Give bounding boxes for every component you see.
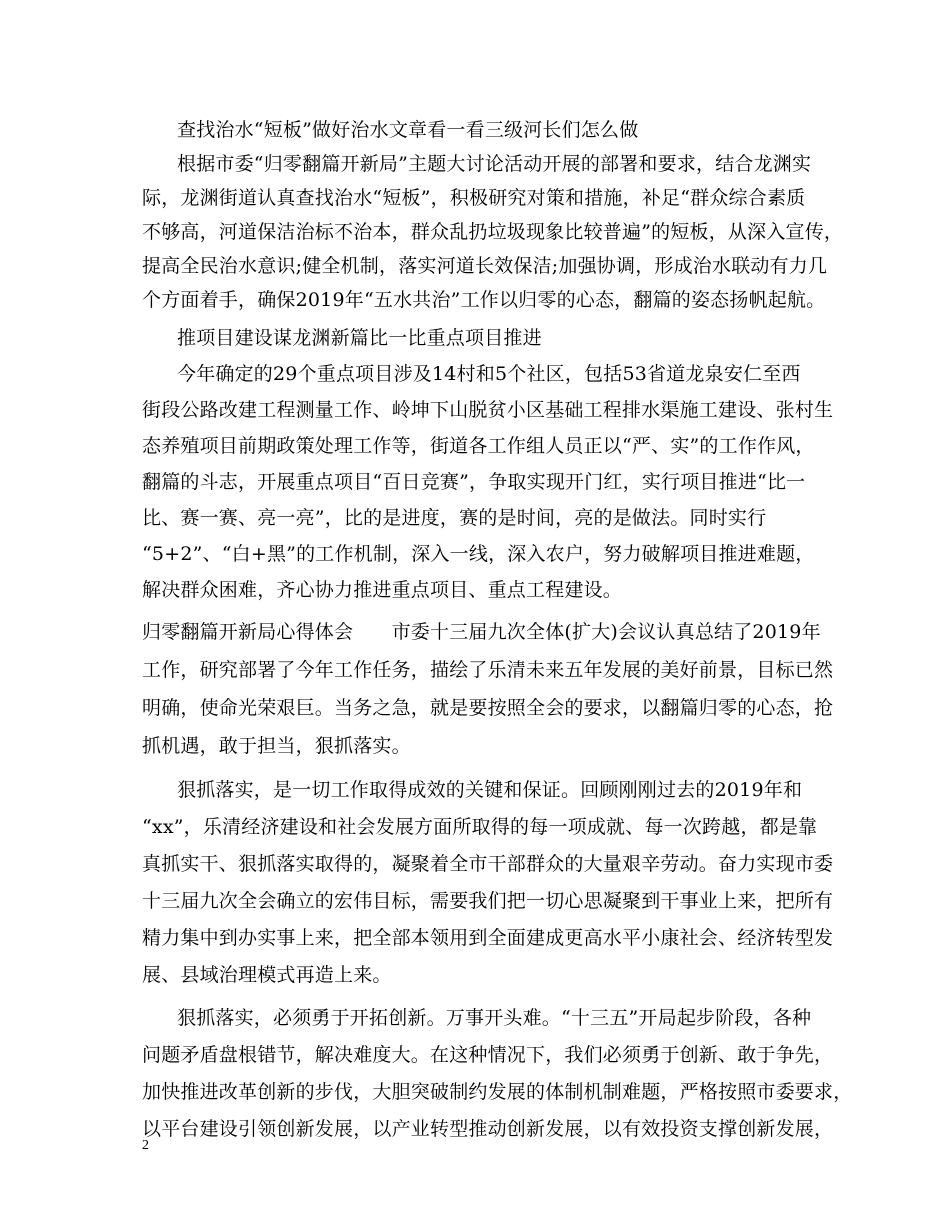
text-line: 查找治水“短板”做好治水文章看一看三级河长们怎么做: [177, 119, 639, 141]
text-line: 加快推进改革创新的步伐，大胆突破制约发展的体制机制难题，严格按照市委要求，: [142, 1081, 853, 1103]
text-line: 问题矛盾盘根错节，解决难度大。在这种情况下，我们必须勇于创新、敢于争先，: [142, 1044, 834, 1066]
text-line: 真抓实干、狠抓落实取得的，凝聚着全市干部群众的大量艰辛劳动。奋力实现市委: [142, 853, 834, 875]
text-line: 抓机遇，敢于担当，狠抓落实。: [142, 735, 411, 757]
text-line: 个方面着手，确保2019年“五水共治”工作以归零的心态，翻篇的姿态扬帆起航。: [142, 289, 826, 311]
text-line: 不够高，河道保洁治标不治本，群众乱扔垃圾现象比较普遍”的短板，从深入宣传，: [142, 221, 844, 243]
text-line: 十三届九次全会确立的宏伟目标，需要我们把一切心思凝聚到干事业上来，把所有: [142, 890, 834, 912]
text-line: 解决群众困难，齐心协力推进重点项目、重点工程建设。: [142, 579, 623, 601]
text-line: 精力集中到办实事上来，把全部本领用到全面建成更高水平小康社会、经济转型发: [142, 927, 834, 949]
text-line: 工作，研究部署了今年工作任务，描绘了乐清未来五年发展的美好前景，目标已然: [142, 659, 834, 681]
text-line: 推项目建设谋龙渊新篇比一比重点项目推进: [177, 327, 542, 349]
text-line: 归零翻篇开新局心得体会 市委十三届九次全体(扩大)会议认真总结了2019年: [142, 621, 821, 643]
text-line: 比、赛一赛、亮一亮”，比的是进度，赛的是时间，亮的是做法。同时实行: [142, 507, 767, 529]
text-line: 翻篇的斗志，开展重点项目“百日竞赛”，争取实现开门红，实行项目推进“比一: [142, 471, 806, 493]
page-number: 2: [142, 1138, 149, 1153]
text-line: 态养殖项目前期政策处理工作等，街道各工作组人员正以“严、实”的工作作风，: [142, 435, 815, 457]
text-line: 际，龙渊街道认真查找治水“短板”，积极研究对策和措施，补足“群众综合素质: [142, 187, 806, 209]
text-line: 展、县域治理模式再造上来。: [142, 964, 392, 986]
text-line: “5+2”、“白+黑”的工作机制，深入一线，深入农户，努力破解项目推进难题，: [142, 543, 815, 565]
text-line: “xx”，乐清经济建设和社会发展方面所取得的每一项成就、每一次跨越，都是靠: [142, 816, 818, 838]
text-line: 根据市委“归零翻篇开新局”主题大讨论活动开展的部署和要求，结合龙渊实: [177, 153, 812, 175]
text-line: 今年确定的29个重点项目涉及14村和5个社区，包括53省道龙泉安仁至西: [177, 363, 801, 385]
text-line: 提高全民治水意识;健全机制，落实河道长效保洁;加强协调，形成治水联动有力几: [142, 255, 828, 277]
text-line: 以平台建设引领创新发展，以产业转型推动创新发展，以有效投资支撑创新发展，: [142, 1118, 834, 1140]
text-line: 狠抓落实，是一切工作取得成效的关键和保证。回顾刚刚过去的2019年和: [177, 779, 803, 801]
text-line: 明确，使命光荣艰巨。当务之急，就是要按照全会的要求，以翻篇归零的心态，抢: [142, 697, 834, 719]
text-line: 狠抓落实，必须勇于开拓创新。万事开头难。“十三五”开局起步阶段，各种: [177, 1007, 812, 1029]
text-line: 街段公路改建工程测量工作、岭坤下山脱贫小区基础工程排水渠施工建设、张村生: [142, 399, 834, 421]
